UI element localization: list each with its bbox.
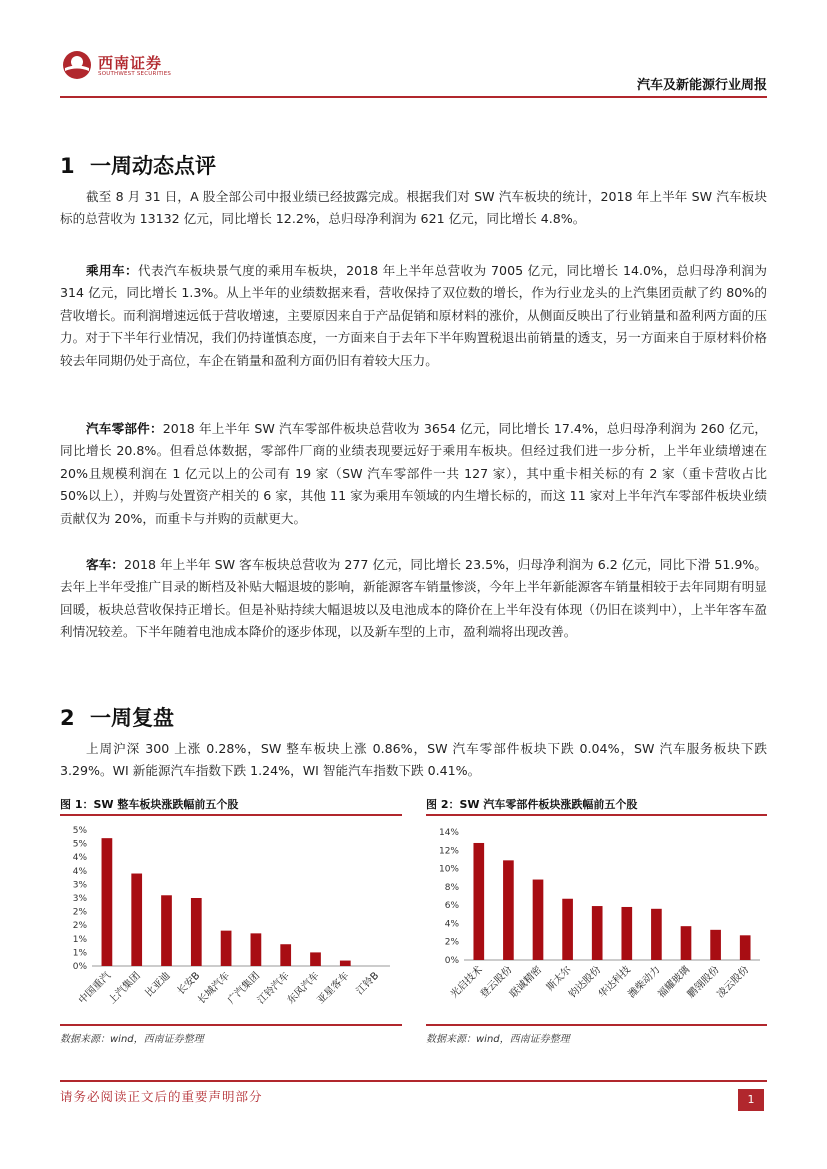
section-1-paragraph-1: 截至 8 月 31 日，A 股全部公司中报业绩已经披露完成。根据我们对 SW 汽车板块的统计，2018 年上半年 SW 汽车板块标的总营收为 13132 亿元，同比增长 12.2%，总归母净利润为 621 亿元，同比增长 4.8%。 [60, 189, 767, 227]
x-tick-label: 斯太尔 [544, 964, 574, 994]
bar [562, 899, 573, 960]
y-tick-label: 3% [72, 894, 87, 904]
footer-divider [60, 1080, 767, 1082]
x-tick-label: 上汽集团 [106, 970, 143, 1007]
y-tick-label: 2% [444, 937, 459, 948]
y-tick-label: 1% [72, 934, 87, 945]
y-tick-label: 5% [72, 839, 87, 850]
section-1-paragraph-bus [60, 554, 767, 644]
x-tick-label: 钧达股份 [567, 964, 604, 1001]
bus-text: 2018 年上半年 SW 客车板块总营收为 277 亿元，同比增长 23.5%，归母净利润为 6.2 亿元，同比下滑 51.9%。去年上半年受推广目录的断档及补贴大幅退坡的影响，新能源客车销量惨淡，今年上半年新能源客车销量相较于去年同期有明显回暖，板块总营收保持正增长。但是补贴持续大幅退坡以及电池成本的降价在上半年没有体现（仍旧在谈判中），上半年客车盈利情况较差。下半年随着电池成本降价的逐步体现，以及新车型的上市，盈利端将出现改善。 [60, 557, 767, 640]
y-tick-label: 2% [72, 907, 87, 918]
logo-sun-icon [62, 50, 92, 80]
x-tick-label: 广汽集团 [225, 970, 263, 1007]
figure-1-bottom-rule [60, 1024, 402, 1026]
bar [740, 935, 751, 960]
section-1-title: 一周动态点评 [90, 154, 216, 178]
y-tick-label: 14% [438, 828, 459, 838]
x-tick-label: 福耀玻璃 [656, 964, 693, 1001]
x-tick-label: 鹏翎股份 [685, 964, 722, 1001]
y-tick-label: 4% [72, 866, 87, 877]
bus-label: 客车： [86, 557, 124, 572]
bar [131, 874, 142, 966]
y-tick-label: 0% [444, 956, 459, 966]
bar [592, 906, 603, 960]
logo [62, 48, 182, 84]
x-tick-label: 长城汽车 [196, 970, 233, 1007]
passenger-car-text: 代表汽车板块景气度的乘用车板块，2018 年上半年总营收为 7005 亿元，同比增长 14.0%，总归母净利润为 314 亿元，同比增长 1.3%。从上半年的业绩数据来看，营收保持了双位数的增长，作为行业龙头的上汽集团贡献了约 80%的营收增长。而利润增速远低于营收增速，主要原因来自于产品促销和原材料的涨价，从侧面反映出了行业销量和盈利两方面的压力。对于下半年行业情况，我们仍持谨慎态度，一方面来自于去年下半年购置税退出前销量的透支，另一方面来自于原材料价格较去年同期仍处于高位，车企在销量和盈利方面仍旧有着较大压力。 [60, 263, 768, 368]
figure-1-source: 数据来源：wind，西南证券整理 [60, 1034, 204, 1045]
section-1-paragraph-parts [60, 418, 767, 530]
section-1-paragraph-passenger [60, 260, 767, 372]
brand-name-en: SOUTHWEST SECURITIES [98, 71, 172, 77]
y-tick-label: 8% [444, 882, 459, 893]
section-1-heading [60, 150, 216, 180]
bar [340, 961, 351, 966]
y-tick-label: 3% [72, 880, 87, 891]
x-tick-label: 凌云股份 [715, 964, 752, 1001]
passenger-car-label: 乘用车： [86, 263, 139, 278]
page-number: 1 [738, 1089, 764, 1111]
x-tick-label: 光启技术 [448, 964, 485, 1001]
x-tick-label: 江铃B [354, 970, 382, 998]
brand-name-cn: 西南证券 [98, 54, 163, 72]
x-tick-label: 中国重汽 [76, 970, 114, 1007]
figure-1-chart [60, 818, 402, 1022]
section-2-heading [60, 702, 174, 732]
figure-2-title: 图 2：SW 汽车零部件板块涨跌幅前五个股 [426, 798, 638, 811]
bar [681, 926, 692, 960]
x-tick-label: 江铃汽车 [255, 970, 292, 1007]
y-tick-label: 2% [72, 921, 87, 932]
section-2-title: 一周复盘 [90, 706, 174, 730]
x-tick-label: 联诚精密 [508, 964, 545, 1001]
figure-2-bottom-rule [426, 1024, 767, 1026]
x-tick-label: 东风汽车 [285, 970, 322, 1007]
bar [251, 933, 262, 966]
bar [191, 898, 202, 966]
y-tick-label: 4% [444, 919, 459, 930]
figure-1-title: 图 1：SW 整车板块涨跌幅前五个股 [60, 798, 239, 811]
y-tick-label: 12% [438, 846, 459, 857]
bar [310, 952, 321, 966]
bar [533, 880, 544, 960]
section-2-number: 2 [60, 706, 75, 730]
y-tick-label: 6% [444, 901, 459, 912]
bar [503, 860, 514, 960]
report-title: 汽车及新能源行业周报 [636, 78, 767, 93]
auto-parts-label: 汽车零部件： [86, 421, 163, 436]
footer-disclaimer: 请务必阅读正文后的重要声明部分 [60, 1089, 263, 1104]
x-tick-label: 亚星客车 [315, 970, 352, 1007]
figure-2-source: 数据来源：wind，西南证券整理 [426, 1034, 570, 1045]
bar [651, 909, 662, 960]
section-2-paragraph-1: 上周沪深 300 上涨 0.28%，SW 整车板块上涨 0.86%，SW 汽车零部件板块下跌 0.04%，SW 汽车服务板块下跌3.29%。WI 新能源汽车指数下跌 1.24%，WI 智能汽车指数下跌 0.41%。 [60, 741, 767, 779]
bar [161, 895, 172, 966]
section-1-number: 1 [60, 154, 75, 178]
header-divider [60, 96, 767, 98]
x-tick-label: 华达科技 [596, 964, 633, 1001]
y-tick-label: 1% [72, 948, 87, 959]
bar [221, 931, 232, 966]
figure-1-top-rule [60, 814, 402, 816]
y-tick-label: 10% [438, 864, 459, 875]
x-tick-label: 长安B [175, 970, 203, 998]
figure-2-chart [426, 818, 767, 1022]
bar [710, 930, 721, 960]
bar [280, 944, 291, 966]
y-tick-label: 5% [72, 826, 87, 836]
bar [621, 907, 632, 960]
x-tick-label: 登云股份 [478, 964, 515, 1001]
auto-parts-text: 2018 年上半年 SW 汽车零部件板块总营收为 3654 亿元，同比增长 17.4%，总归母净利润为 260 亿元，同比增长 20.8%。但看总体数据，零部件厂商的业绩表现要远好于乘用车板块。但经过我们进一步分析，上半年业绩增速在 20%且规模利润在 1 亿元以上的公司有 19 家（SW 汽车零部件一共 127 家），其中重卡相关标的有 2 家（重卡营收占比 50%以上），并购与处置资产相关的 6 家，其他 11 家为乘用车领域的内生增长标的，而这 11 家对上半年汽车零部件板块业绩贡献仅为 20%，而重卡与并购的贡献更大。 [60, 421, 768, 526]
x-tick-label: 比亚迪 [143, 970, 173, 1000]
bar [102, 838, 113, 966]
x-tick-label: 潍柴动力 [626, 964, 663, 1001]
figure-2-top-rule [426, 814, 767, 816]
y-tick-label: 4% [72, 853, 87, 864]
y-tick-label: 0% [72, 962, 87, 972]
bar [473, 843, 484, 960]
